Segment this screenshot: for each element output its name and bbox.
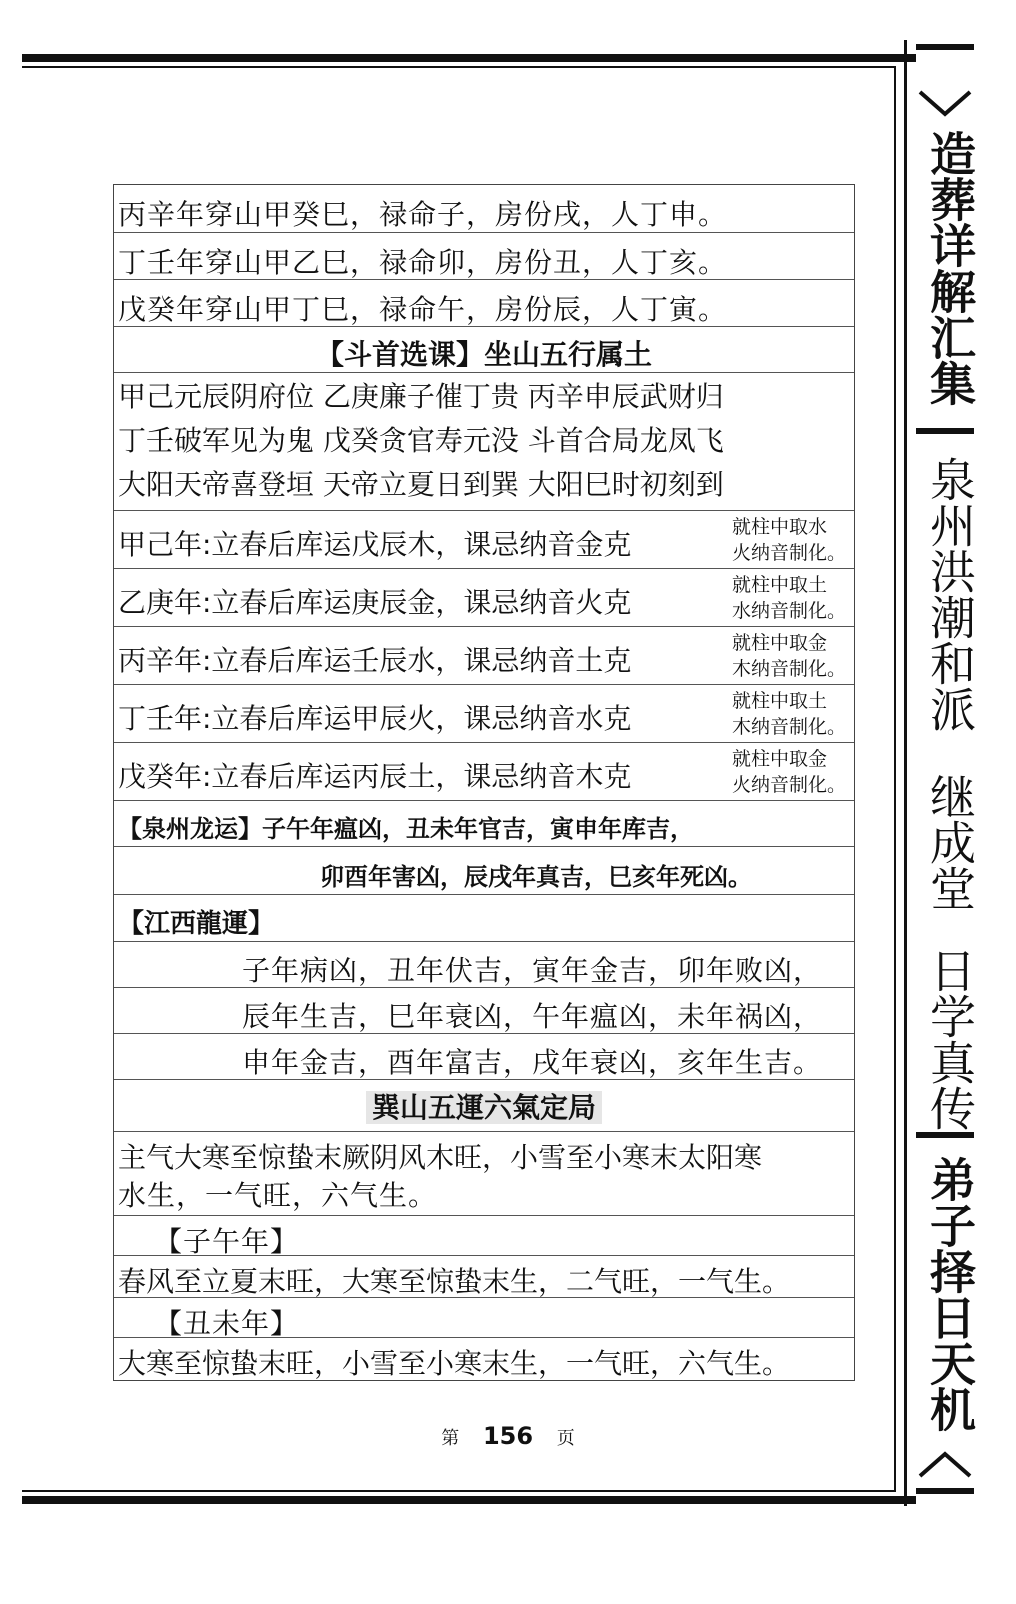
year-row xyxy=(114,743,854,801)
spine-bar-2 xyxy=(916,1132,974,1138)
note-line: 水纳音制化。 xyxy=(731,600,846,622)
sub-text: 春风至立夏末旺，大寒至惊蛰末生，二气旺，一气生。 xyxy=(118,1265,791,1298)
chevron-up-icon xyxy=(916,1450,974,1480)
top-rule-thin xyxy=(22,66,896,68)
spine-subtitle-2: 继成堂 xyxy=(923,773,977,911)
page-suffix: 页 xyxy=(556,1428,575,1449)
text-row xyxy=(114,895,854,942)
line-text: 丁壬年穿山甲乙巳，禄命卯，房份丑，人丁亥。 xyxy=(118,246,728,279)
year-row xyxy=(114,627,854,685)
page-number xyxy=(0,1422,1016,1450)
page-prefix: 第 xyxy=(441,1428,460,1449)
section-title: 【斗首选课】坐山五行属土 xyxy=(315,338,652,371)
note-line: 就柱中取水 xyxy=(731,516,827,538)
spine-subtitle-1: 泉州洪潮和派 xyxy=(923,456,977,732)
note-line: 火纳音制化。 xyxy=(731,774,846,796)
note-line: 就柱中取土 xyxy=(731,574,827,596)
sub-text: 大寒至惊蛰末旺，小雪至小寒末生，一气旺，六气生。 xyxy=(118,1347,791,1380)
jiangxi-title: 【江西龍運】 xyxy=(118,909,275,939)
verse-line: 大阳天帝喜登垣 天帝立夏日到巽 大阳巳时初刻到 xyxy=(118,468,724,501)
year-text: 丁壬年:立春后库运甲辰火，课忌纳音水克 xyxy=(118,702,632,735)
jiangxi-line: 子年病凶，丑年伏吉，寅年金吉，卯年败凶， xyxy=(242,954,823,987)
note-line: 就柱中取金 xyxy=(731,632,827,654)
text-row xyxy=(114,1298,854,1338)
right-outer-rule xyxy=(904,40,907,1506)
year-row xyxy=(114,685,854,743)
note-line: 就柱中取土 xyxy=(731,690,827,712)
year-row xyxy=(114,511,854,569)
text-row xyxy=(114,1034,854,1080)
spine-bottom: 弟子择日天机 xyxy=(923,1156,977,1432)
spine-title: 造葬详解汇集 xyxy=(923,130,977,406)
year-note xyxy=(732,572,846,624)
text-row xyxy=(114,1132,854,1216)
line-text: 戊癸年穿山甲丁巳，禄命午，房份辰，人丁寅。 xyxy=(118,293,728,326)
bottom-rule-thick xyxy=(22,1496,974,1504)
year-text: 戊癸年:立春后库运丙辰土，课忌纳音木克 xyxy=(118,760,632,793)
text-row xyxy=(114,801,854,847)
verse-line: 丁壬破军见为鬼 戊癸贪官寿元没 斗首合局龙凤飞 xyxy=(118,424,724,457)
year-row xyxy=(114,569,854,627)
year-note xyxy=(732,746,846,798)
top-rule-thick xyxy=(22,54,974,62)
text-row xyxy=(114,185,854,233)
year-note xyxy=(732,514,846,566)
verse-line: 甲己元辰阴府位 乙庚廉子催丁贵 丙辛申辰武财归 xyxy=(118,380,724,413)
section-title xyxy=(114,1086,854,1126)
bottom-rule-thin xyxy=(22,1490,896,1492)
quanzhou-line-2: 卯酉年害凶，辰戌年真吉，巳亥年死凶。 xyxy=(320,863,752,891)
text-row xyxy=(114,988,854,1034)
jiangxi-line: 辰年生吉，巳年衰凶，午年瘟凶，未年祸凶， xyxy=(242,1000,823,1033)
year-text: 甲己年:立春后库运戊辰木，课忌纳音金克 xyxy=(118,528,632,561)
content-table xyxy=(113,184,855,1381)
sub-title: 【子午年】 xyxy=(154,1225,300,1256)
text-row xyxy=(114,1256,854,1298)
note-line: 木纳音制化。 xyxy=(731,716,846,738)
section-heading xyxy=(114,1080,854,1132)
year-text: 乙庚年:立春后库运庚辰金，课忌纳音火克 xyxy=(118,586,632,619)
spine-subtitle-3: 日学真传 xyxy=(923,946,977,1131)
year-note xyxy=(732,688,846,740)
right-inner-rule xyxy=(894,66,896,1492)
text-row xyxy=(114,1338,854,1380)
page-num: 156 xyxy=(482,1422,534,1450)
spine-bar-1 xyxy=(916,428,974,434)
text-row xyxy=(114,1216,854,1256)
book-spine xyxy=(916,40,977,1536)
year-note xyxy=(732,630,846,682)
intro-line: 水生，一气旺，六气生。 xyxy=(118,1179,438,1212)
spine-bar-top xyxy=(916,44,974,50)
jiangxi-line: 申年金吉，酉年富吉，戌年衰凶，亥年生吉。 xyxy=(242,1046,823,1079)
verse-block xyxy=(114,373,854,511)
note-line: 火纳音制化。 xyxy=(731,542,846,564)
intro-line: 主气大寒至惊蛰末厥阴风木旺，小雪至小寒末太阳寒 xyxy=(118,1141,763,1174)
sub-title: 【丑未年】 xyxy=(154,1307,300,1338)
text-row xyxy=(114,280,854,327)
section-heading xyxy=(114,327,854,373)
text-row xyxy=(114,942,854,988)
text-row xyxy=(114,233,854,280)
quanzhou-line-1: 【泉州龙运】子午年瘟凶，丑未年官吉，寅申年库吉， xyxy=(118,815,694,843)
line-text: 丙辛年穿山甲癸巳，禄命子，房份戌，人丁申。 xyxy=(118,198,728,231)
year-text: 丙辛年:立春后库运壬辰水，课忌纳音土克 xyxy=(118,644,632,677)
spine-bar-bottom xyxy=(916,1488,974,1494)
note-line: 木纳音制化。 xyxy=(731,658,846,680)
chevron-down-icon xyxy=(916,88,974,118)
note-line: 就柱中取金 xyxy=(731,748,827,770)
text-row xyxy=(114,847,854,895)
section-title-text: 巽山五運六氣定局 xyxy=(366,1091,602,1124)
